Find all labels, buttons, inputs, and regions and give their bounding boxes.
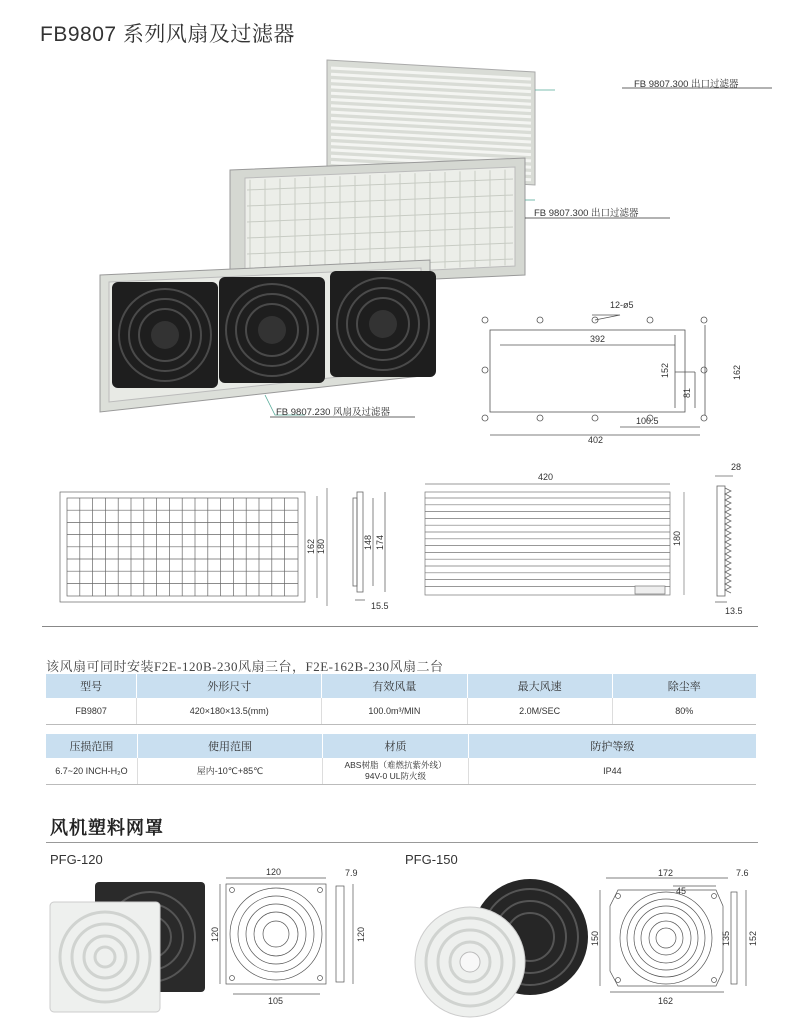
pfg150-dim-7-6: 7.6 xyxy=(736,868,749,878)
dim-174: 174 xyxy=(375,534,385,550)
dim-13-5: 13.5 xyxy=(725,606,743,616)
fan-filter-front xyxy=(100,260,436,412)
pfg120-dim-105: 105 xyxy=(268,996,284,1006)
pfg150-dim-162: 162 xyxy=(658,996,674,1006)
dim-28: 28 xyxy=(731,462,742,472)
dim-grille-180: 180 xyxy=(672,530,682,546)
grille-drawing xyxy=(420,470,695,600)
t2-cell: IP44 xyxy=(468,758,756,785)
pfg150-dim-45: 45 xyxy=(676,886,687,896)
table-row xyxy=(46,698,756,725)
t2-cell: ABS树脂（难燃抗紫外线） 94V-0 UL防火级 xyxy=(323,758,469,785)
t2-header: 压损范围 xyxy=(46,734,137,758)
section-title-fan-guard: 风机塑料网罩 xyxy=(50,818,164,838)
callout-line-mid xyxy=(525,216,670,220)
pfg120-dim-120-right: 120 xyxy=(356,926,366,942)
pfg150-photo xyxy=(405,872,595,1022)
t2-header: 防护等级 xyxy=(468,734,756,758)
section-divider xyxy=(42,626,758,627)
cutout-drawing xyxy=(470,290,760,450)
side-profile-2 xyxy=(705,460,760,620)
page-title: FB9807 系列风扇及过滤器 xyxy=(40,23,295,46)
callout-outlet-mid: FB 9807.300 出口过滤器 xyxy=(534,208,639,219)
t2-header: 材质 xyxy=(323,734,469,758)
t2-cell: 6.7~20 INCH-H₂O xyxy=(46,758,137,785)
spec-table-1 xyxy=(46,674,756,725)
pfg150-dim-150: 150 xyxy=(590,930,600,946)
t1-header: 型号 xyxy=(46,674,137,698)
t1-header: 外形尺寸 xyxy=(137,674,322,698)
t1-cell: 100.0m³/MIN xyxy=(322,698,467,725)
install-note: 该风扇可同时安装F2E-120B-230风扇三台，F2E-162B-230风扇二台 xyxy=(46,659,444,674)
pfg120-dim-120-top: 120 xyxy=(266,867,282,877)
dim-81: 81 xyxy=(682,387,692,398)
dim-162: 162 xyxy=(732,364,742,380)
dim-392: 392 xyxy=(590,334,606,344)
dim-152: 152 xyxy=(660,362,670,378)
table-row xyxy=(46,758,756,785)
pfg150-dim-135: 135 xyxy=(721,930,731,946)
section-rule xyxy=(46,842,758,843)
callout-line-fan xyxy=(270,415,415,419)
dim-15-5: 15.5 xyxy=(371,601,389,611)
t1-header: 除尘率 xyxy=(612,674,756,698)
t1-cell: 80% xyxy=(612,698,756,725)
pfg120-photo xyxy=(45,872,210,1022)
t2-cell: 屋内-10℃+85℃ xyxy=(137,758,322,785)
dim-100-5: 100.5 xyxy=(636,416,659,426)
pfg150-drawing xyxy=(588,866,763,1016)
model-pfg150: PFG-150 xyxy=(405,852,458,867)
dim-front-180: 180 xyxy=(316,538,326,554)
t2-header: 使用范围 xyxy=(137,734,322,758)
dim-402: 402 xyxy=(588,435,604,445)
pfg120-dim-7-9: 7.9 xyxy=(345,868,358,878)
pfg120-drawing xyxy=(208,866,388,1011)
pfg120-dim-120-left: 120 xyxy=(210,926,220,942)
t1-header: 最大风速 xyxy=(467,674,612,698)
t1-cell: FB9807 xyxy=(46,698,137,725)
callout-outlet-top: FB 9807.300 出口过滤器 xyxy=(634,79,739,90)
callout-fan-filter: FB 9807.230 风扇及过滤器 xyxy=(276,407,391,418)
t1-header: 有效风量 xyxy=(322,674,467,698)
t1-cell: 420×180×13.5(mm) xyxy=(137,698,322,725)
callout-line-top xyxy=(622,86,772,90)
spec-table-2 xyxy=(46,734,756,785)
model-pfg120: PFG-120 xyxy=(50,852,103,867)
side-profile-1 xyxy=(345,488,400,613)
pfg150-dim-152: 152 xyxy=(748,930,758,946)
dim-grille-420: 420 xyxy=(538,472,554,482)
t1-cell: 2.0M/SEC xyxy=(467,698,612,725)
pfg150-dim-172: 172 xyxy=(658,868,674,878)
front-grid-drawing xyxy=(55,482,340,617)
dim-front-162: 162 xyxy=(306,538,316,554)
dim-holes: 12-ø5 xyxy=(610,300,634,310)
dim-148: 148 xyxy=(363,534,373,550)
